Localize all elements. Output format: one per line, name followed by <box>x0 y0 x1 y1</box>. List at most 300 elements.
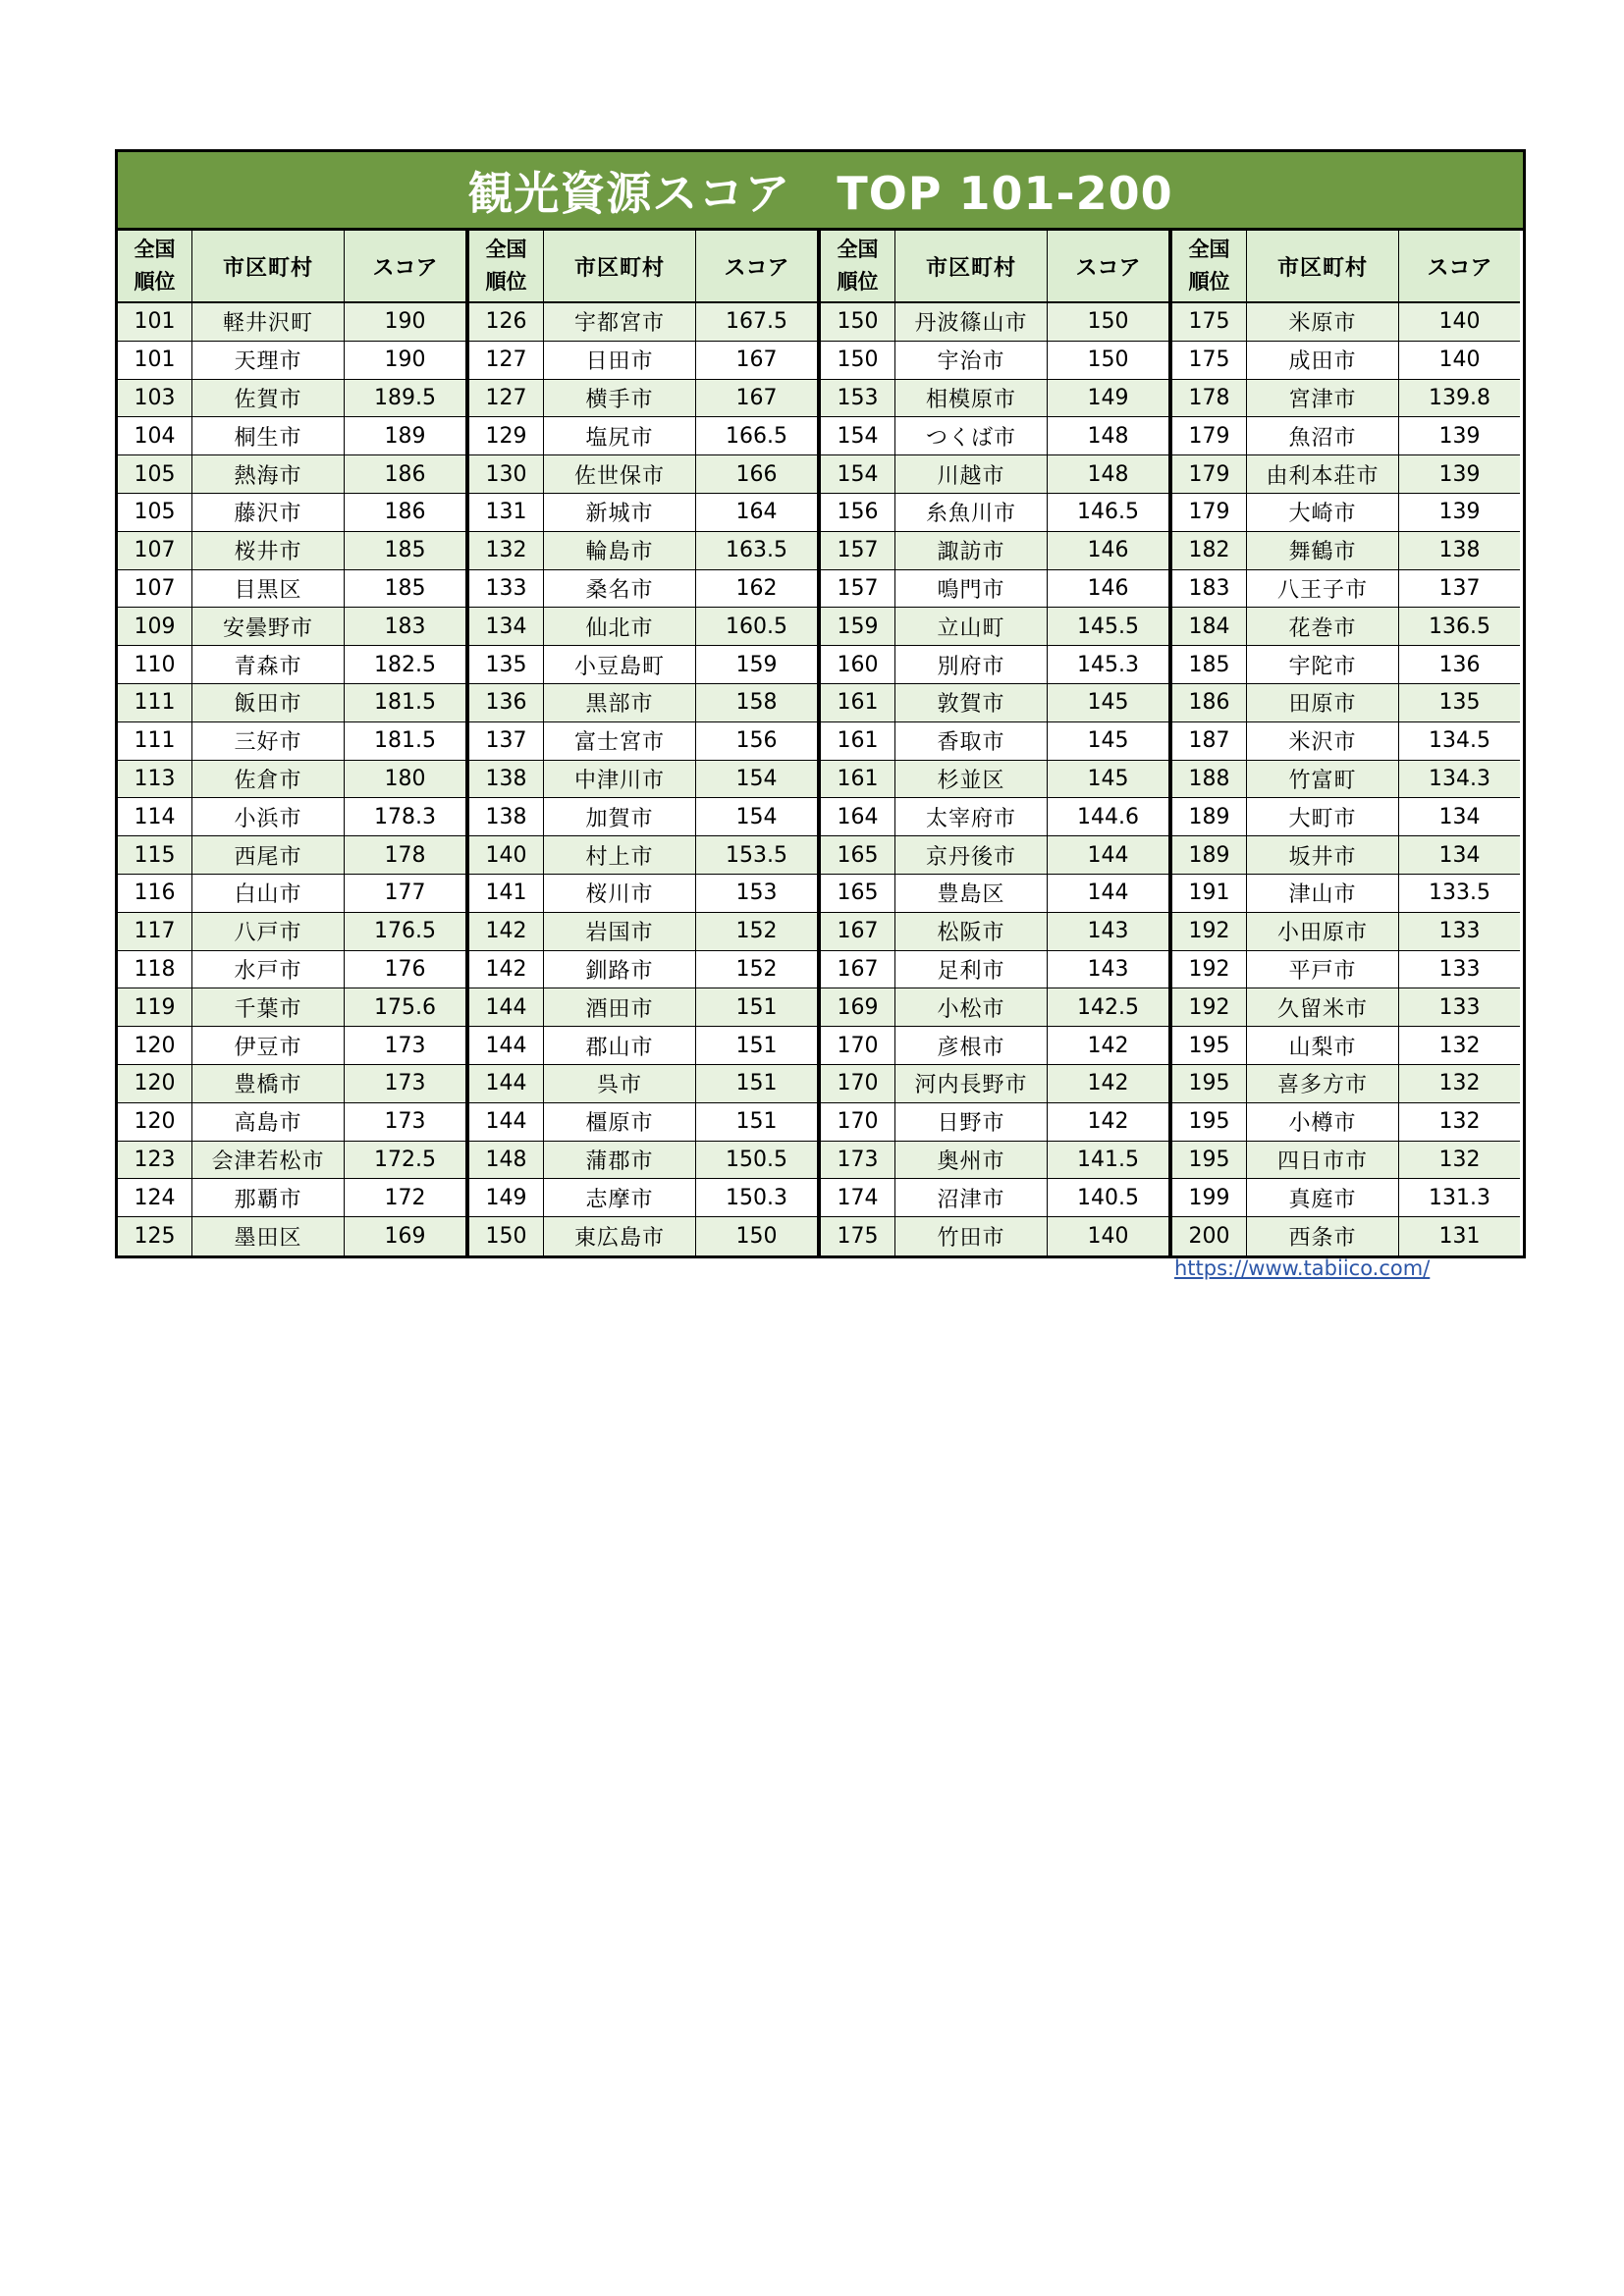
rank-cell: 120 <box>118 1103 192 1141</box>
rank-cell: 111 <box>118 684 192 721</box>
city-cell: 米原市 <box>1247 303 1399 341</box>
table-row <box>469 1103 817 1142</box>
city-cell: 日田市 <box>544 342 696 379</box>
rank-cell: 170 <box>821 1065 895 1102</box>
table-row <box>469 570 817 609</box>
city-cell: 八王子市 <box>1247 570 1399 608</box>
table-row <box>821 417 1168 455</box>
score-cell: 156 <box>735 728 778 754</box>
score-cell: 151 <box>735 1033 778 1058</box>
rank-cell: 138 <box>469 798 544 835</box>
rank-header-line2: 順位 <box>1188 270 1230 294</box>
city-header: 市区町村 <box>1247 231 1399 301</box>
rank-cell: 161 <box>821 684 895 721</box>
table-row <box>469 455 817 494</box>
rank-cell: 140 <box>469 836 544 874</box>
rank-cell: 119 <box>118 988 192 1026</box>
city-cell: 魚沼市 <box>1247 417 1399 454</box>
score-cell: 148 <box>1087 461 1129 487</box>
city-cell: 太宰府市 <box>895 798 1048 835</box>
score-cell: 144 <box>1087 842 1129 868</box>
score-cell: 142 <box>1087 1071 1129 1096</box>
rank-header-line1: 全国 <box>837 238 879 262</box>
score-cell: 145 <box>1087 728 1129 754</box>
city-cell: 水戸市 <box>192 951 345 988</box>
rank-cell: 186 <box>1172 684 1247 721</box>
rank-cell: 184 <box>1172 608 1247 645</box>
table-row <box>821 455 1168 494</box>
score-cell: 167.5 <box>726 309 787 335</box>
rank-cell: 120 <box>118 1027 192 1064</box>
table-row <box>821 761 1168 799</box>
table-row <box>1172 303 1520 342</box>
city-cell: 川越市 <box>895 455 1048 493</box>
city-cell: 津山市 <box>1247 875 1399 912</box>
table-row <box>821 380 1168 418</box>
table-row <box>821 1027 1168 1065</box>
rank-cell: 185 <box>1172 646 1247 683</box>
rank-cell: 101 <box>118 342 192 379</box>
score-cell: 166 <box>735 461 778 487</box>
table-row <box>469 1142 817 1180</box>
rank-cell: 120 <box>118 1065 192 1102</box>
city-cell: 高島市 <box>192 1103 345 1141</box>
city-cell: 輪島市 <box>544 532 696 569</box>
table-row <box>1172 417 1520 455</box>
table-row <box>821 1217 1168 1255</box>
table-row <box>118 722 465 761</box>
table-row <box>469 798 817 836</box>
table-row <box>469 875 817 913</box>
rank-cell: 148 <box>469 1142 544 1179</box>
table-row <box>469 417 817 455</box>
table-row <box>118 532 465 570</box>
city-cell: 佐賀市 <box>192 380 345 417</box>
table-row <box>469 1179 817 1217</box>
rank-cell: 189 <box>1172 836 1247 874</box>
table-row <box>821 342 1168 380</box>
rank-cell: 195 <box>1172 1027 1247 1064</box>
table-row <box>1172 570 1520 609</box>
table-row <box>118 988 465 1027</box>
table-block-1 <box>118 231 465 1255</box>
city-cell: 別府市 <box>895 646 1048 683</box>
rank-header-line2: 順位 <box>485 270 527 294</box>
city-cell: 喜多方市 <box>1247 1065 1399 1102</box>
score-cell: 190 <box>384 347 426 373</box>
score-cell: 150.5 <box>726 1147 787 1172</box>
table-row <box>1172 342 1520 380</box>
table-block-4 <box>1168 231 1520 1255</box>
score-cell: 144.6 <box>1077 804 1139 829</box>
rank-header <box>118 231 192 301</box>
score-header: スコア <box>1075 255 1141 281</box>
city-cell: 白山市 <box>192 875 345 912</box>
rank-cell: 117 <box>118 913 192 950</box>
score-cell: 151 <box>735 994 778 1020</box>
rank-cell: 134 <box>469 608 544 645</box>
table-row <box>1172 1027 1520 1065</box>
score-cell: 143 <box>1087 956 1129 982</box>
score-cell: 148 <box>1087 423 1129 449</box>
table-row <box>821 1179 1168 1217</box>
score-cell: 163.5 <box>726 538 787 563</box>
city-cell: 沼津市 <box>895 1179 1048 1216</box>
score-cell: 154 <box>735 766 778 791</box>
rank-cell: 142 <box>469 951 544 988</box>
header-row <box>1172 231 1520 303</box>
score-cell: 150 <box>1087 347 1129 373</box>
header-row <box>469 231 817 303</box>
table-row <box>118 798 465 836</box>
score-cell: 145 <box>1087 766 1129 791</box>
table-row <box>821 722 1168 761</box>
table-row <box>1172 532 1520 570</box>
rank-cell: 170 <box>821 1027 895 1064</box>
score-cell: 136.5 <box>1429 614 1490 639</box>
rank-cell: 174 <box>821 1179 895 1216</box>
score-cell: 178.3 <box>374 804 436 829</box>
score-cell: 146 <box>1087 575 1129 601</box>
score-cell: 186 <box>384 500 426 525</box>
rank-cell: 127 <box>469 380 544 417</box>
score-cell: 150 <box>1087 309 1129 335</box>
rank-cell: 154 <box>821 417 895 454</box>
table-row <box>1172 646 1520 684</box>
table-row <box>1172 951 1520 989</box>
table-row <box>118 646 465 684</box>
city-cell: 小樽市 <box>1247 1103 1399 1141</box>
score-cell: 142 <box>1087 1109 1129 1135</box>
table-row <box>469 836 817 875</box>
score-cell: 132 <box>1438 1071 1481 1096</box>
city-cell: 香取市 <box>895 722 1048 760</box>
score-cell: 133 <box>1438 919 1481 944</box>
city-cell: 中津川市 <box>544 761 696 798</box>
rank-cell: 118 <box>118 951 192 988</box>
rank-cell: 175 <box>1172 303 1247 341</box>
score-cell: 145.3 <box>1077 652 1139 677</box>
score-cell: 146 <box>1087 538 1129 563</box>
score-cell: 137 <box>1438 575 1481 601</box>
rank-cell: 113 <box>118 761 192 798</box>
rank-cell: 141 <box>469 875 544 912</box>
city-cell: 宇都宮市 <box>544 303 696 341</box>
city-cell: 岩国市 <box>544 913 696 950</box>
table-row <box>1172 455 1520 494</box>
rank-cell: 154 <box>821 455 895 493</box>
rank-cell: 183 <box>1172 570 1247 608</box>
city-cell: 田原市 <box>1247 684 1399 721</box>
table-row <box>1172 761 1520 799</box>
city-cell: 大崎市 <box>1247 494 1399 531</box>
table-row <box>1172 913 1520 951</box>
table-row <box>469 494 817 532</box>
score-cell: 131.3 <box>1429 1185 1490 1210</box>
city-cell: 彦根市 <box>895 1027 1048 1064</box>
city-cell: 目黒区 <box>192 570 345 608</box>
rank-cell: 153 <box>821 380 895 417</box>
table-row <box>1172 380 1520 418</box>
score-cell: 139.8 <box>1429 385 1490 410</box>
table-row <box>821 798 1168 836</box>
table-row <box>118 342 465 380</box>
rank-cell: 114 <box>118 798 192 835</box>
table-row <box>118 836 465 875</box>
table-row <box>118 1065 465 1103</box>
score-cell: 154 <box>735 804 778 829</box>
city-cell: 小田原市 <box>1247 913 1399 950</box>
rank-cell: 150 <box>821 342 895 379</box>
score-cell: 183 <box>384 614 426 639</box>
city-cell: 平戸市 <box>1247 951 1399 988</box>
score-cell: 189.5 <box>374 385 436 410</box>
score-cell: 162 <box>735 575 778 601</box>
city-cell: 黒部市 <box>544 684 696 721</box>
city-cell: 西条市 <box>1247 1217 1399 1255</box>
score-cell: 140 <box>1438 309 1481 335</box>
city-cell: 仙北市 <box>544 608 696 645</box>
score-cell: 153.5 <box>726 842 787 868</box>
city-cell: 会津若松市 <box>192 1142 345 1179</box>
score-cell: 145 <box>1087 690 1129 716</box>
table-row <box>469 1065 817 1103</box>
city-cell: 青森市 <box>192 646 345 683</box>
table-row <box>118 417 465 455</box>
city-cell: 奥州市 <box>895 1142 1048 1179</box>
rank-cell: 169 <box>821 988 895 1026</box>
table-row <box>821 875 1168 913</box>
table-row <box>118 455 465 494</box>
city-cell: 佐世保市 <box>544 455 696 493</box>
city-cell: 糸魚川市 <box>895 494 1048 531</box>
score-cell: 140 <box>1438 347 1481 373</box>
city-cell: 由利本荘市 <box>1247 455 1399 493</box>
score-cell: 132 <box>1438 1109 1481 1135</box>
city-cell: 伊豆市 <box>192 1027 345 1064</box>
score-cell: 158 <box>735 690 778 716</box>
city-cell: 竹富町 <box>1247 761 1399 798</box>
table-row <box>118 913 465 951</box>
score-cell: 159 <box>735 652 778 677</box>
score-cell: 132 <box>1438 1147 1481 1172</box>
table-row <box>821 608 1168 646</box>
rank-cell: 135 <box>469 646 544 683</box>
rank-cell: 144 <box>469 1103 544 1141</box>
rank-cell: 195 <box>1172 1103 1247 1141</box>
rank-cell: 107 <box>118 570 192 608</box>
rank-cell: 107 <box>118 532 192 569</box>
rank-cell: 200 <box>1172 1217 1247 1255</box>
city-cell: 小浜市 <box>192 798 345 835</box>
rank-cell: 136 <box>469 684 544 721</box>
rank-cell: 199 <box>1172 1179 1247 1216</box>
score-cell: 134.3 <box>1429 766 1490 791</box>
city-cell: 豊島区 <box>895 875 1048 912</box>
rank-header <box>821 231 895 301</box>
score-cell: 176.5 <box>374 919 436 944</box>
rank-cell: 131 <box>469 494 544 531</box>
table-row <box>118 1142 465 1180</box>
rank-cell: 133 <box>469 570 544 608</box>
score-cell: 133 <box>1438 956 1481 982</box>
rank-cell: 101 <box>118 303 192 341</box>
table-row <box>1172 1103 1520 1142</box>
score-cell: 142 <box>1087 1033 1129 1058</box>
rank-cell: 192 <box>1172 988 1247 1026</box>
score-cell: 189 <box>384 423 426 449</box>
score-header: スコア <box>372 255 438 281</box>
table-block-2 <box>465 231 817 1255</box>
city-cell: 宇陀市 <box>1247 646 1399 683</box>
rank-cell: 187 <box>1172 722 1247 760</box>
rank-cell: 124 <box>118 1179 192 1216</box>
city-cell: 村上市 <box>544 836 696 874</box>
city-cell: 郡山市 <box>544 1027 696 1064</box>
table-row <box>118 494 465 532</box>
rank-cell: 103 <box>118 380 192 417</box>
score-cell: 173 <box>384 1033 426 1058</box>
table-row <box>1172 988 1520 1027</box>
score-cell: 186 <box>384 461 426 487</box>
city-cell: 東広島市 <box>544 1217 696 1255</box>
city-cell: 成田市 <box>1247 342 1399 379</box>
rank-cell: 127 <box>469 342 544 379</box>
score-cell: 135 <box>1438 690 1481 716</box>
table-row <box>821 1103 1168 1142</box>
table-row <box>469 608 817 646</box>
city-cell: 杉並区 <box>895 761 1048 798</box>
city-cell: 橿原市 <box>544 1103 696 1141</box>
city-cell: 志摩市 <box>544 1179 696 1216</box>
score-cell: 185 <box>384 538 426 563</box>
city-cell: 敦賀市 <box>895 684 1048 721</box>
table-row <box>118 951 465 989</box>
rank-cell: 156 <box>821 494 895 531</box>
table-row <box>821 532 1168 570</box>
rank-cell: 160 <box>821 646 895 683</box>
city-cell: 豊橋市 <box>192 1065 345 1102</box>
table-row <box>118 1103 465 1142</box>
score-cell: 151 <box>735 1071 778 1096</box>
city-cell: 花巻市 <box>1247 608 1399 645</box>
city-cell: 桜川市 <box>544 875 696 912</box>
score-cell: 164 <box>735 500 778 525</box>
table-row <box>469 303 817 342</box>
table-row <box>1172 1065 1520 1103</box>
rank-cell: 126 <box>469 303 544 341</box>
rank-cell: 150 <box>821 303 895 341</box>
table-row <box>1172 798 1520 836</box>
score-cell: 173 <box>384 1071 426 1096</box>
rank-cell: 116 <box>118 875 192 912</box>
score-cell: 152 <box>735 919 778 944</box>
rank-cell: 167 <box>821 951 895 988</box>
city-cell: 佐倉市 <box>192 761 345 798</box>
rank-cell: 195 <box>1172 1065 1247 1102</box>
score-cell: 175.6 <box>374 994 436 1020</box>
city-cell: 四日市市 <box>1247 1142 1399 1179</box>
rank-cell: 178 <box>1172 380 1247 417</box>
table-title: 観光資源スコア TOP 101-200 <box>118 152 1523 231</box>
table-row <box>1172 1179 1520 1217</box>
table-row <box>469 380 817 418</box>
city-header: 市区町村 <box>544 231 696 301</box>
city-cell: 熱海市 <box>192 455 345 493</box>
city-cell: 塩尻市 <box>544 417 696 454</box>
city-header: 市区町村 <box>895 231 1048 301</box>
table-row <box>118 1217 465 1255</box>
city-cell: 新城市 <box>544 494 696 531</box>
rank-cell: 125 <box>118 1217 192 1255</box>
score-cell: 182.5 <box>374 652 436 677</box>
rank-cell: 138 <box>469 761 544 798</box>
table-row <box>821 836 1168 875</box>
score-cell: 180 <box>384 766 426 791</box>
rank-header <box>1172 231 1247 301</box>
rank-cell: 104 <box>118 417 192 454</box>
city-cell: 相模原市 <box>895 380 1048 417</box>
rank-cell: 144 <box>469 1065 544 1102</box>
rank-header-line1: 全国 <box>1188 238 1230 262</box>
city-header: 市区町村 <box>192 231 345 301</box>
rank-cell: 157 <box>821 570 895 608</box>
score-cell: 177 <box>384 881 426 906</box>
rank-cell: 130 <box>469 455 544 493</box>
table-row <box>469 532 817 570</box>
rank-cell: 142 <box>469 913 544 950</box>
rank-cell: 144 <box>469 988 544 1026</box>
table-row <box>469 913 817 951</box>
table-row <box>821 1142 1168 1180</box>
rank-cell: 167 <box>821 913 895 950</box>
table-row <box>469 951 817 989</box>
table-row <box>118 761 465 799</box>
rank-cell: 115 <box>118 836 192 874</box>
score-cell: 185 <box>384 575 426 601</box>
rank-cell: 129 <box>469 417 544 454</box>
score-cell: 139 <box>1438 461 1481 487</box>
score-cell: 153 <box>735 881 778 906</box>
table-row <box>469 342 817 380</box>
table-row <box>469 646 817 684</box>
city-cell: 加賀市 <box>544 798 696 835</box>
table-row <box>1172 1217 1520 1255</box>
rank-cell: 179 <box>1172 455 1247 493</box>
rank-cell: 179 <box>1172 494 1247 531</box>
rank-cell: 157 <box>821 532 895 569</box>
city-cell: 横手市 <box>544 380 696 417</box>
score-cell: 140.5 <box>1077 1185 1139 1210</box>
score-header: スコア <box>724 255 789 281</box>
rank-cell: 105 <box>118 494 192 531</box>
city-cell: 宮津市 <box>1247 380 1399 417</box>
table-blocks <box>118 231 1523 1255</box>
table-row <box>1172 1142 1520 1180</box>
city-cell: 立山町 <box>895 608 1048 645</box>
table-row <box>1172 836 1520 875</box>
city-cell: 日野市 <box>895 1103 1048 1141</box>
source-link[interactable]: https://www.tabiico.com/ <box>1174 1256 1431 1280</box>
city-cell: 坂井市 <box>1247 836 1399 874</box>
rank-cell: 173 <box>821 1142 895 1179</box>
city-cell: 京丹後市 <box>895 836 1048 874</box>
score-cell: 131 <box>1438 1224 1481 1250</box>
score-cell: 136 <box>1438 652 1481 677</box>
table-row <box>821 684 1168 722</box>
rank-cell: 159 <box>821 608 895 645</box>
table-row <box>118 1027 465 1065</box>
